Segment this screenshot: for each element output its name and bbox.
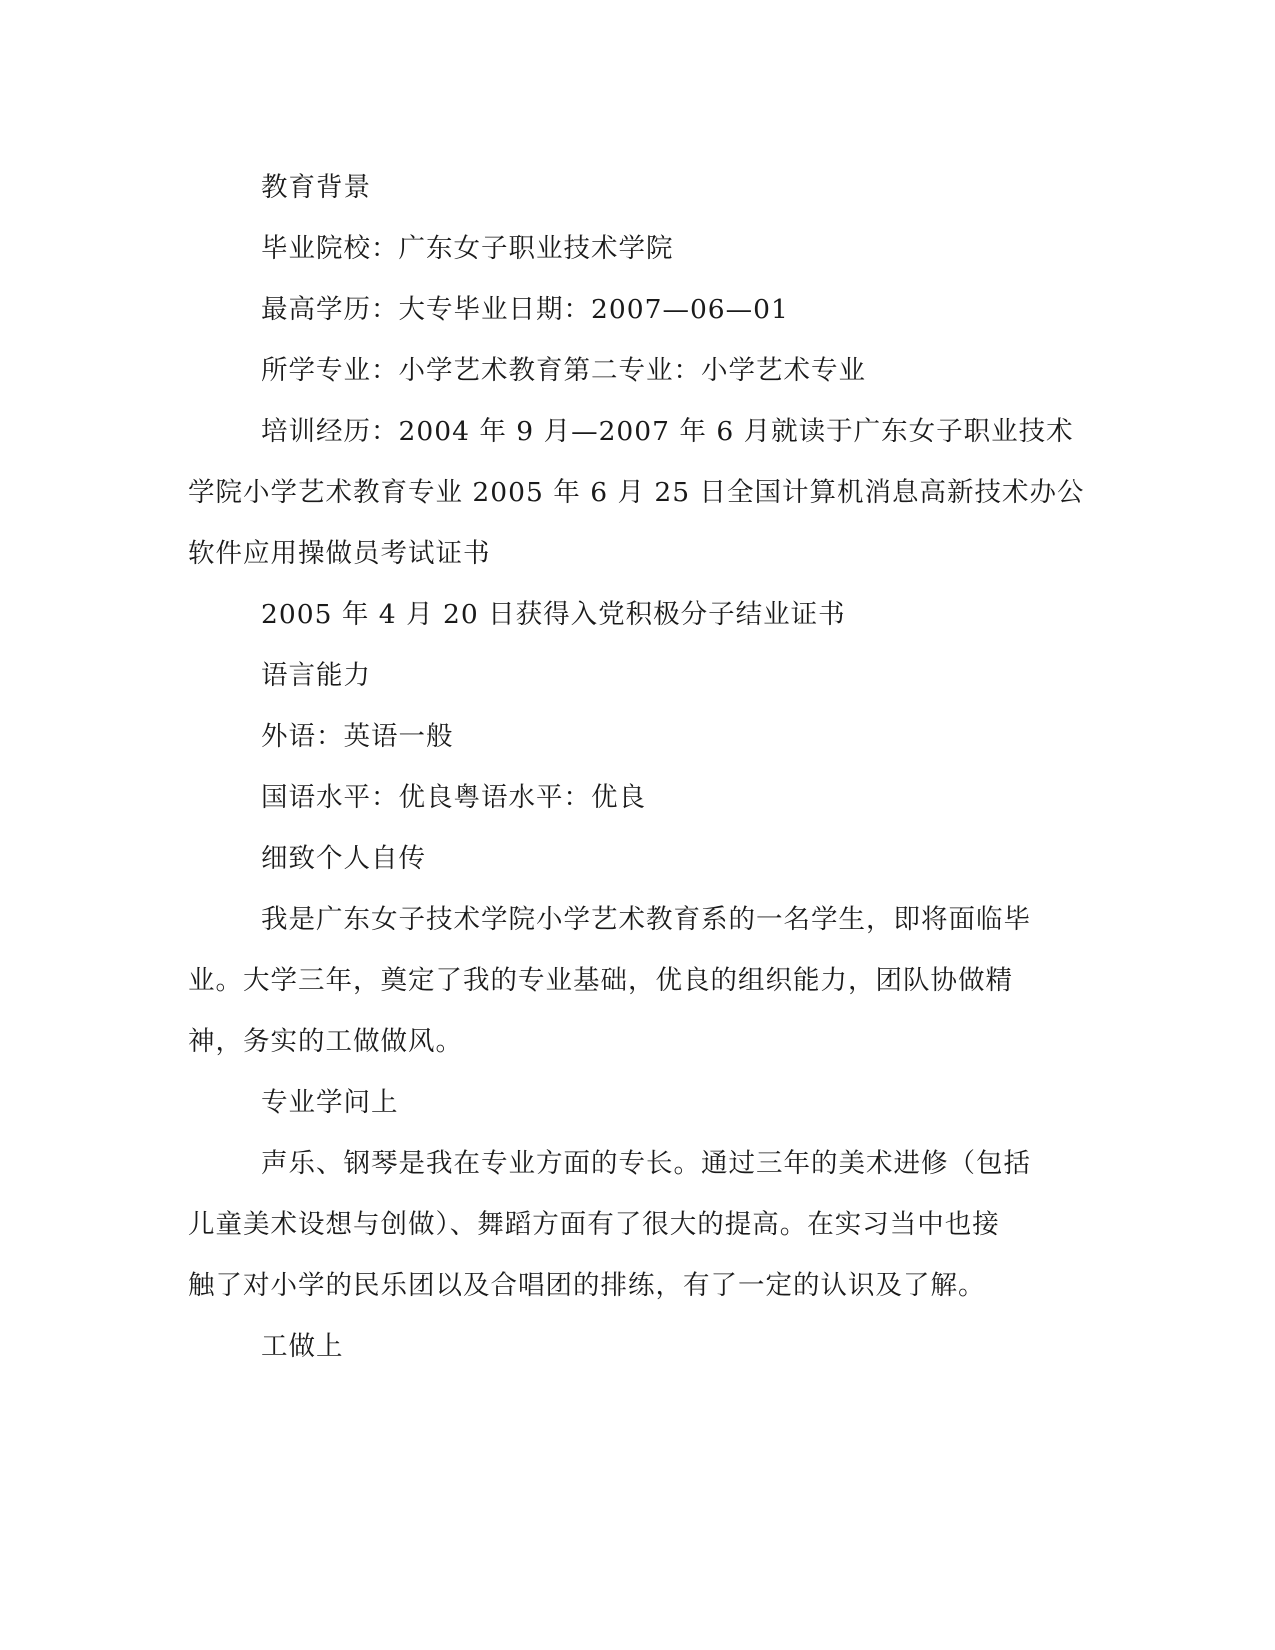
work-heading: 工做上 — [261, 1331, 344, 1362]
training-paragraph — [188, 401, 1088, 584]
intro-line-1: 我是广东女子技术学院小学艺术教育系的一名学生，即将面临毕 — [261, 904, 1031, 935]
skills-paragraph — [188, 1133, 1088, 1316]
skills-line-1: 声乐、钢琴是我在专业方面的专长。通过三年的美术进修（包括 — [261, 1148, 1031, 1179]
education-heading: 教育背景 — [261, 172, 371, 203]
training-line-1: 培训经历：2004 年 9 月—2007 年 6 月就读于广东女子职业技术 — [261, 416, 1074, 447]
intro-paragraph — [188, 889, 1088, 1072]
graduation-school: 毕业院校：广东女子职业技术学院 — [261, 233, 674, 264]
party-certificate: 2005 年 4 月 20 日获得入党积极分子结业证书 — [261, 599, 846, 630]
professional-heading: 专业学问上 — [261, 1087, 399, 1118]
training-line-2: 学院小学艺术教育专业 2005 年 6 月 25 日全国计算机消息高新技术办公 — [188, 477, 1085, 508]
highest-degree: 最高学历：大专毕业日期：2007—06—01 — [261, 294, 789, 325]
major-field: 所学专业：小学艺术教育第二专业：小学艺术专业 — [261, 355, 866, 386]
foreign-language: 外语：英语一般 — [261, 721, 454, 752]
intro-line-2: 业。大学三年，奠定了我的专业基础，优良的组织能力，团队协做精 — [188, 965, 1013, 996]
intro-line-3: 神，务实的工做做风。 — [188, 1026, 463, 1057]
skills-line-2: 儿童美术设想与创做）、舞蹈方面有了很大的提高。在实习当中也接 — [188, 1209, 1000, 1240]
skills-line-3: 触了对小学的民乐团以及合唱团的排练，有了一定的认识及了解。 — [188, 1270, 986, 1301]
training-line-3: 软件应用操做员考试证书 — [188, 538, 491, 569]
document-page — [188, 157, 1088, 1377]
autobiography-heading: 细致个人自传 — [261, 843, 426, 874]
dialect-levels: 国语水平：优良粤语水平：优良 — [261, 782, 646, 813]
language-heading: 语言能力 — [261, 660, 371, 691]
